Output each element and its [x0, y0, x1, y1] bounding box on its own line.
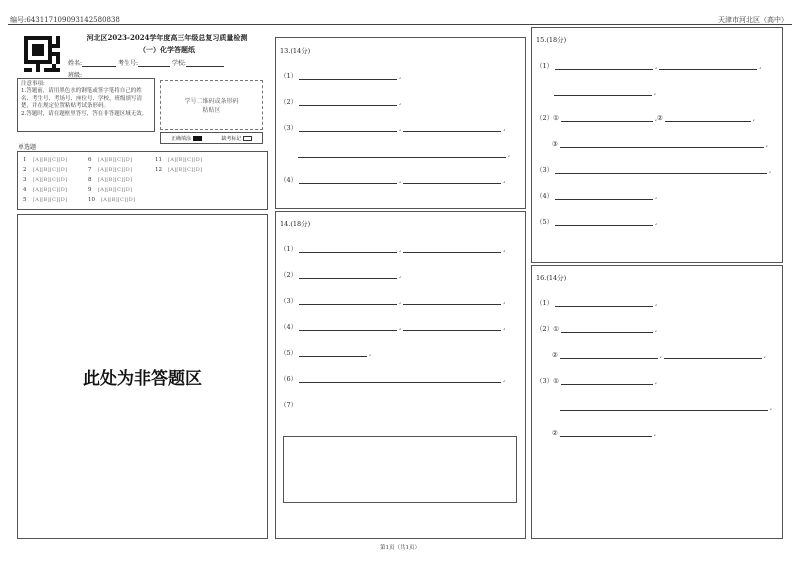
mc-item[interactable]: 9 [A][B][C][D]: [88, 187, 133, 193]
q16-answer-1[interactable]: （1） ,: [536, 299, 658, 307]
mc-item[interactable]: 8 [A][B][C][D]: [88, 177, 133, 183]
mc-item[interactable]: 7 [A][B][C][D]: [88, 167, 133, 173]
mc-section-title: 单选题: [18, 144, 37, 151]
q13-title: 13.(14分): [280, 47, 311, 55]
exam-no-field[interactable]: [138, 59, 170, 67]
legend-correct: 正确填涂: [171, 135, 202, 142]
q16-box: [531, 265, 783, 539]
region-label: 天津市河北区（高中）: [718, 16, 788, 24]
q13-answer-4[interactable]: （4） , ,: [280, 176, 506, 184]
barcode-area: [160, 80, 263, 130]
mc-options[interactable]: [A][B][C][D]: [98, 187, 133, 193]
qr-code-icon: [24, 36, 60, 72]
serial-label: 编号:: [10, 16, 27, 24]
exam-no-label: 考生号:: [117, 60, 138, 67]
q14-answer-5[interactable]: （5） ,: [280, 349, 372, 357]
q14-answer-1[interactable]: （1） , ,: [280, 245, 506, 253]
q16-answer-2-2[interactable]: ② , ,: [552, 351, 766, 359]
mc-options[interactable]: [A][B][C][D]: [168, 167, 203, 173]
q13-answer-2[interactable]: （2） ,: [280, 98, 402, 106]
mc-box: [17, 151, 268, 210]
non-answer-text: 此处为非答题区: [83, 369, 202, 389]
mc-options[interactable]: [A][B][C][D]: [33, 177, 68, 183]
q14-answer-6[interactable]: （6） ,: [280, 375, 506, 383]
mc-options[interactable]: [A][B][C][D]: [98, 167, 133, 173]
q14-answer-4[interactable]: （4） , ,: [280, 323, 506, 331]
q15-title: 15.(18分): [536, 36, 567, 44]
mc-options[interactable]: [A][B][C][D]: [33, 187, 68, 193]
q16-answer-3-cont[interactable]: ,: [558, 401, 772, 411]
mc-item[interactable]: 2 [A][B][C][D]: [23, 167, 68, 173]
notice-line-1: 1.答题前，请用黑色水的钢笔或签字笔将自己的姓名、考生号、考场号、座位号、学校、班级填写清楚，并在规定位置粘贴考试条形码。: [21, 88, 143, 110]
mc-item[interactable]: 1 [A][B][C][D]: [23, 157, 68, 163]
q13-answer-1[interactable]: （1） ,: [280, 72, 402, 80]
mc-options[interactable]: [A][B][C][D]: [168, 157, 203, 163]
q13-answer-3-cont[interactable]: ,: [296, 148, 510, 158]
mc-options[interactable]: [A][B][C][D]: [98, 177, 133, 183]
mc-options[interactable]: [A][B][C][D]: [101, 197, 136, 203]
legend-missing: 缺考标记: [221, 135, 252, 142]
q16-answer-3-2[interactable]: ② ,: [552, 429, 656, 437]
exam-title: 河北区2023-2024学年度高三年级总复习质量检测: [86, 33, 248, 42]
info-row: [68, 58, 224, 67]
non-answer-area: [17, 214, 268, 539]
mc-item[interactable]: 6 [A][B][C][D]: [88, 157, 133, 163]
serial-value: 643117109093142580838: [26, 16, 120, 24]
mc-item[interactable]: 4 [A][B][C][D]: [23, 187, 68, 193]
school-field[interactable]: [186, 59, 224, 67]
q15-answer-4[interactable]: （4） ,: [536, 192, 658, 200]
q16-title: 16.(14分): [536, 274, 567, 282]
mc-item[interactable]: 5 [A][B][C][D]: [23, 197, 68, 203]
mc-options[interactable]: [A][B][C][D]: [98, 157, 133, 163]
q14-drawing-box[interactable]: [283, 436, 517, 503]
q13-answer-3[interactable]: （3） , ,: [280, 124, 506, 132]
q15-answer-2[interactable]: （2） ① , ② ,: [536, 114, 755, 122]
q14-answer-2[interactable]: （2） ,: [280, 271, 402, 279]
q15-answer-1[interactable]: （1） , ,: [536, 62, 762, 70]
q14-box: [275, 211, 526, 539]
fill-legend: [160, 132, 263, 144]
absent-checkbox[interactable]: [243, 136, 252, 141]
mc-item[interactable]: 12 [A][B][C][D]: [155, 167, 203, 173]
page-footer: 第1页（共1页）: [380, 545, 420, 551]
q16-answer-3[interactable]: （3） ① ,: [536, 377, 658, 385]
mc-options[interactable]: [A][B][C][D]: [33, 157, 68, 163]
class-label: 班级:: [68, 72, 83, 79]
q15-answer-1-cont[interactable]: ,: [552, 86, 656, 96]
name-label: 姓名:: [68, 60, 83, 67]
filled-mark-icon: [193, 136, 202, 141]
barcode-line-2: 粘贴区: [202, 107, 221, 114]
header-rule: [8, 24, 792, 25]
mc-item[interactable]: 3 [A][B][C][D]: [23, 177, 68, 183]
q14-answer-3[interactable]: （3） , ,: [280, 297, 506, 305]
mc-item[interactable]: 10 [A][B][C][D]: [88, 197, 136, 203]
exam-subtitle: （一）化学答题纸: [139, 45, 195, 54]
q15-answer-3[interactable]: （3） ,: [536, 166, 772, 174]
school-label: 学校:: [171, 60, 186, 67]
q15-answer-5[interactable]: （5） ,: [536, 218, 658, 226]
mc-options[interactable]: [A][B][C][D]: [33, 167, 68, 173]
q15-box: [531, 27, 783, 263]
q14-answer-7: （7）: [280, 401, 298, 409]
q15-answer-2-3[interactable]: ③ ,: [552, 140, 768, 148]
q13-box: [275, 37, 526, 209]
notice-box: [17, 78, 155, 132]
q14-title: 14.(18分): [280, 220, 311, 228]
name-field[interactable]: [82, 59, 116, 67]
barcode-line-1: 学号二维码或条形码: [184, 98, 239, 105]
q16-answer-2[interactable]: （2） ① ,: [536, 325, 658, 333]
mc-options[interactable]: [A][B][C][D]: [33, 197, 68, 203]
notice-line-2: 2.答题时，请在题框里答写，答在非答题区域无效。: [21, 110, 148, 117]
mc-item[interactable]: 11 [A][B][C][D]: [155, 157, 203, 163]
notice-title: 注意事项:: [21, 81, 45, 87]
